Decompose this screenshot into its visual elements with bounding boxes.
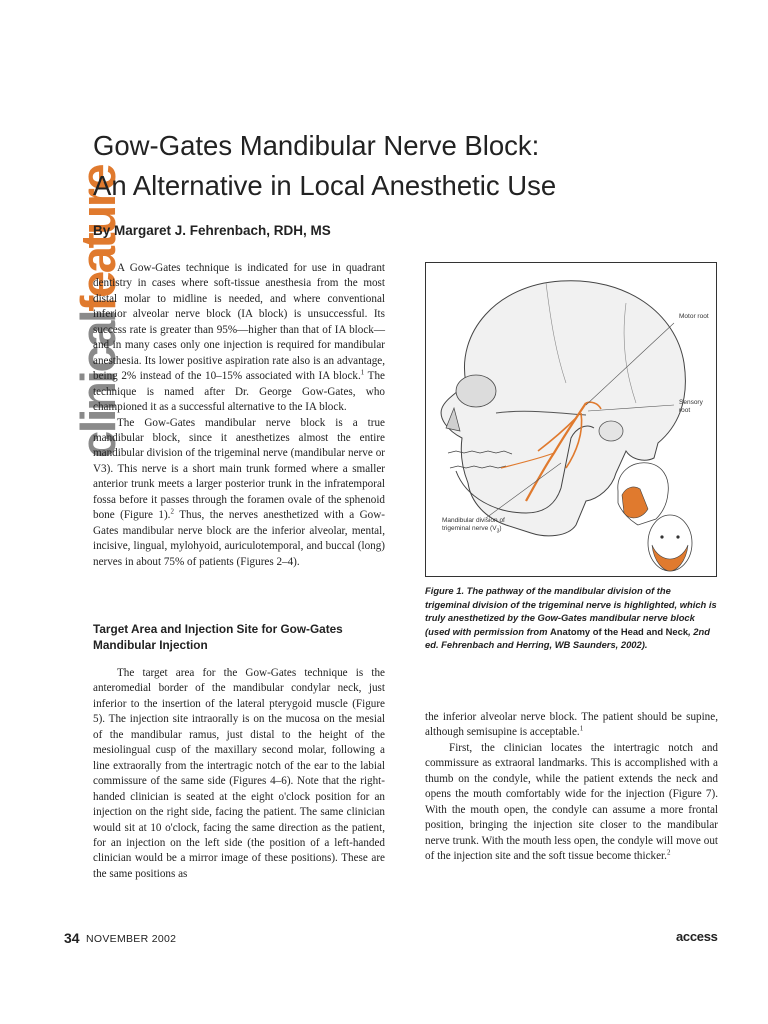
byline: By Margaret J. Fehrenbach, RDH, MS [93, 223, 331, 238]
paragraph-5 [425, 741, 718, 865]
head-frontal-diagram [648, 515, 692, 571]
caption-part-2: , 2nd ed. Fehrenbach and Herring, WB Saunders, 2002). [425, 625, 710, 650]
paragraph-1-end: The technique is named after Dr. George Gow-Gates, who championed it as a successful alternative to the IA block. [93, 370, 385, 414]
paragraph-1-text: A Gow-Gates technique is indicated for use in quadrant dentistry in cases where soft-tissue anesthesia from the most distal molar to midline is needed, and where conventional inferior alveolar nerve block (IA block) is unsuccessful. Its success rate is greater than 95%—higher than that of IA block—and in many cases only one injection is required for mandibular anesthesia. Its lower positive aspiration rate also is an advantage, being 2% instead of the 10–15% associated with IA block. [93, 262, 385, 383]
section-heading: Target Area and Injection Site for Gow-Gates Mandibular Injection [93, 622, 343, 652]
label-division-line-1: Mandibular division of [442, 517, 505, 524]
section-label-feature: feature [72, 165, 126, 312]
figure-1-caption [425, 584, 718, 652]
section-label [24, 128, 126, 458]
label-motor-root: Motor root [679, 313, 709, 320]
title-line-2: An Alternative in Local Anesthetic Use [93, 170, 557, 201]
paragraph-2-end: Thus, the nerves anesthetized with a Gow-Gates mandibular nerve block are the inferior alveolar, mental, incisive, lingual, mylohyoid, auriculotemporal, and buccal (long) nerves in about 75% of patients (Figures 2–4). [93, 509, 385, 568]
caption-book-title: Anatomy of the Head and Neck [550, 625, 689, 637]
reference-2: 2 [170, 507, 174, 516]
page-number: 34 [64, 930, 80, 946]
paragraph-1 [93, 261, 385, 416]
paragraph-4 [425, 710, 718, 741]
caption-part-1: Figure 1. The pathway of the mandibular division of the trigeminal division of the trigeminal nerve is highlighted, which is truly anesthetized by the Gow-Gates mandibular nerve block (used with permission from [425, 585, 717, 637]
publication-logo: access [676, 929, 718, 944]
reference-4: 2 [666, 848, 671, 857]
label-division-line-2: trigeminal nerve (V [442, 525, 497, 532]
paragraph-3: The target area for the Gow-Gates technique is the anteromedial border of the mandibular condylar neck, just inferior to the insertion of the lateral pterygoid muscle (Figure 5). The injection site intraorally is on the mucosa on the mesial of the mandibular ramus, just distal to the height of the mesiolingual cusp of the maxillary second molar, following a line extraorally from the intertragic notch of the ear to the labial commissure of the same side (Figures 4–6). Note that the right-handed clinician is seated at the eight o'clock position for an injection on the right side, facing the patient. The same clinician would sit at 10 o'clock, facing the same direction as the patient, for an injection on the left side (the position of a left-handed clinician would be a mirror image of these positions). These are the same positions as [93, 667, 385, 880]
label-division-end: ) [499, 525, 502, 532]
label-mandibular-division [442, 517, 542, 535]
figure-1 [425, 262, 717, 577]
paragraph-2 [93, 416, 385, 571]
label-sensory-root: Sensory root [679, 399, 703, 414]
title-line-1: Gow-Gates Mandibular Nerve Block: [93, 130, 540, 161]
label-division-subscript: 3 [496, 528, 500, 535]
paragraph-2-text: The Gow-Gates mandibular nerve block is a true mandibular block, since it anesthetizes almost the entire mandibular division of the trigeminal nerve (mandibular nerve or V3). This nerve is a short main trunk formed where a smaller anterior trunk meets a larger posterior trunk in the infratemporal fossa before it passes through the foramen ovale of the sphenoid bone (Figure 1). [93, 416, 385, 522]
paragraph-5-text: First, the clinician locates the intertragic notch and commissure as extraoral landmarks. This is accomplished with a thumb on the condyle, while the patient extends the neck and opens the mouth comfortably wide for the injection (Figure 7). With the mouth open, the condyle can assume a more frontal position, bringing the injection site closer to the mandibular nerve trunk. With the mouth less open, the condyle will move out of the injection site and the soft tissue become thicker. [425, 741, 718, 863]
reference-1: 1 [360, 368, 365, 377]
column-2-text [425, 710, 718, 865]
section-label-clinical: clinical [72, 311, 126, 458]
paragraph-4-text: the inferior alveolar nerve block. The patient should be supine, although semisupine is acceptable. [425, 711, 718, 739]
reference-3: 1 [579, 724, 584, 733]
column-1-intro [93, 261, 385, 570]
issue-date: NOVEMBER 2002 [86, 933, 177, 945]
article-title [93, 126, 713, 206]
head-profile-diagram [618, 463, 668, 525]
column-1-lower [93, 666, 385, 882]
